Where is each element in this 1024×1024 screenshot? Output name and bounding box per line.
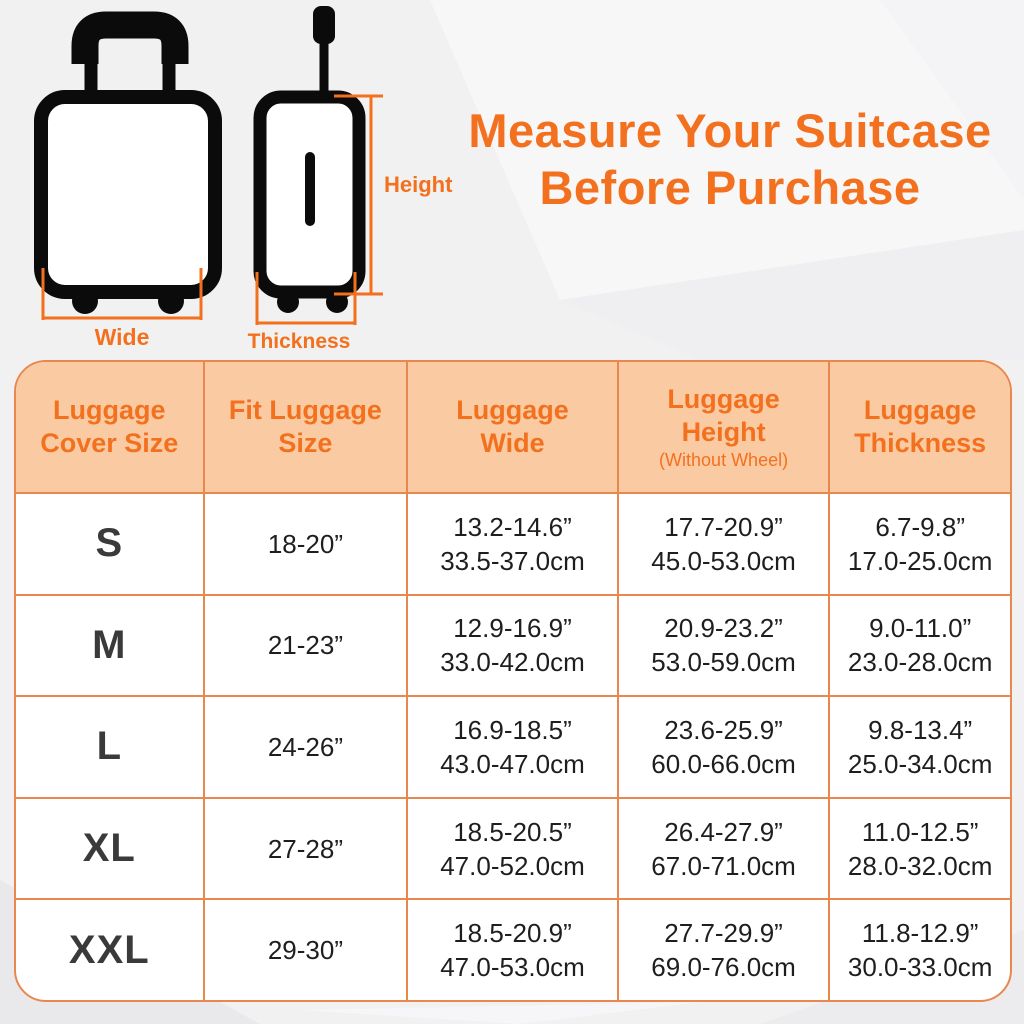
cover-size-cell: L xyxy=(16,695,205,797)
page-title xyxy=(436,102,1024,216)
value-cm: 43.0-47.0cm xyxy=(440,748,585,779)
wide-cell xyxy=(408,695,619,797)
value-cm: 25.0-34.0cm xyxy=(847,748,993,779)
header-line: Luggage xyxy=(863,395,977,425)
value-cm: 28.0-32.0cm xyxy=(847,850,993,881)
value-cm: 47.0-53.0cm xyxy=(440,952,585,983)
value-inches: 6.7-9.8” xyxy=(875,511,965,542)
size-table xyxy=(14,360,1012,1002)
value-inches: 26.4-27.9” xyxy=(664,816,783,847)
height-cell xyxy=(619,594,831,696)
height-label: Height xyxy=(384,172,453,197)
col-header-wide xyxy=(408,362,619,492)
fit-size-cell: 21-23” xyxy=(205,594,409,696)
height-cell xyxy=(619,695,831,797)
header-line: Size xyxy=(278,428,333,458)
header-line: Luggage xyxy=(456,395,569,425)
value-inches: 20.9-23.2” xyxy=(664,613,783,644)
value-inches: 9.8-13.4” xyxy=(868,714,973,745)
cover-size-cell: S xyxy=(16,492,205,594)
title-line-1: Measure Your Suitcase xyxy=(468,104,992,157)
header-line: Luggage xyxy=(667,384,780,414)
col-header-fit-size xyxy=(205,362,409,492)
fit-size-cell: 29-30” xyxy=(205,898,409,1000)
header-subnote: (Without Wheel) xyxy=(659,450,789,470)
thickness-cell xyxy=(830,695,1010,797)
col-header-height xyxy=(619,362,831,492)
header-line: Luggage xyxy=(53,395,166,425)
value-inches: 18.5-20.9” xyxy=(453,918,572,949)
value-cm: 47.0-52.0cm xyxy=(440,850,585,881)
value-cm: 67.0-71.0cm xyxy=(651,850,796,881)
header-line: Thickness xyxy=(854,428,987,458)
value-cm: 33.5-37.0cm xyxy=(440,545,585,576)
value-cm: 60.0-66.0cm xyxy=(651,748,796,779)
value-cm: 17.0-25.0cm xyxy=(847,545,993,576)
value-inches: 11.8-12.9” xyxy=(861,918,979,949)
col-header-thickness xyxy=(830,362,1010,492)
wide-label: Wide xyxy=(94,324,150,350)
fit-size-cell: 24-26” xyxy=(205,695,409,797)
value-inches: 23.6-25.9” xyxy=(664,714,783,745)
fit-size-cell: 27-28” xyxy=(205,797,409,899)
value-cm: 69.0-76.0cm xyxy=(651,952,796,983)
header-line: Height xyxy=(681,417,766,447)
value-inches: 9.0-11.0” xyxy=(869,613,972,644)
cover-size-cell: M xyxy=(16,594,205,696)
value-inches: 17.7-20.9” xyxy=(664,511,783,542)
cover-size-cell: XL xyxy=(16,797,205,899)
value-inches: 16.9-18.5” xyxy=(453,714,572,745)
height-cell xyxy=(619,898,831,1000)
thickness-cell xyxy=(830,492,1010,594)
col-header-cover-size xyxy=(16,362,205,492)
header-line: Cover Size xyxy=(40,428,179,458)
header-line: Wide xyxy=(480,428,545,458)
height-cell xyxy=(619,492,831,594)
height-cell xyxy=(619,797,831,899)
fit-size-cell: 18-20” xyxy=(205,492,409,594)
value-inches: 18.5-20.5” xyxy=(453,816,572,847)
thickness-cell xyxy=(830,594,1010,696)
wide-cell xyxy=(408,492,619,594)
front-suitcase-icon xyxy=(41,25,215,314)
value-cm: 23.0-28.0cm xyxy=(847,647,993,678)
thickness-cell xyxy=(830,797,1010,899)
value-cm: 33.0-42.0cm xyxy=(440,647,585,678)
value-inches: 13.2-14.6” xyxy=(453,511,572,542)
wide-cell xyxy=(408,594,619,696)
header-line: Fit Luggage xyxy=(228,395,382,425)
value-inches: 12.9-16.9” xyxy=(453,613,572,644)
thickness-label: Thickness xyxy=(247,330,351,353)
side-suitcase-icon xyxy=(260,6,359,313)
wide-cell xyxy=(408,797,619,899)
wide-cell xyxy=(408,898,619,1000)
value-inches: 27.7-29.9” xyxy=(664,918,783,949)
cover-size-cell: XXL xyxy=(16,898,205,1000)
title-line-2: Before Purchase xyxy=(539,161,921,214)
value-inches: 11.0-12.5” xyxy=(861,816,979,847)
value-cm: 53.0-59.0cm xyxy=(651,647,796,678)
value-cm: 45.0-53.0cm xyxy=(651,545,796,576)
thickness-cell xyxy=(830,898,1010,1000)
value-cm: 30.0-33.0cm xyxy=(847,952,993,983)
